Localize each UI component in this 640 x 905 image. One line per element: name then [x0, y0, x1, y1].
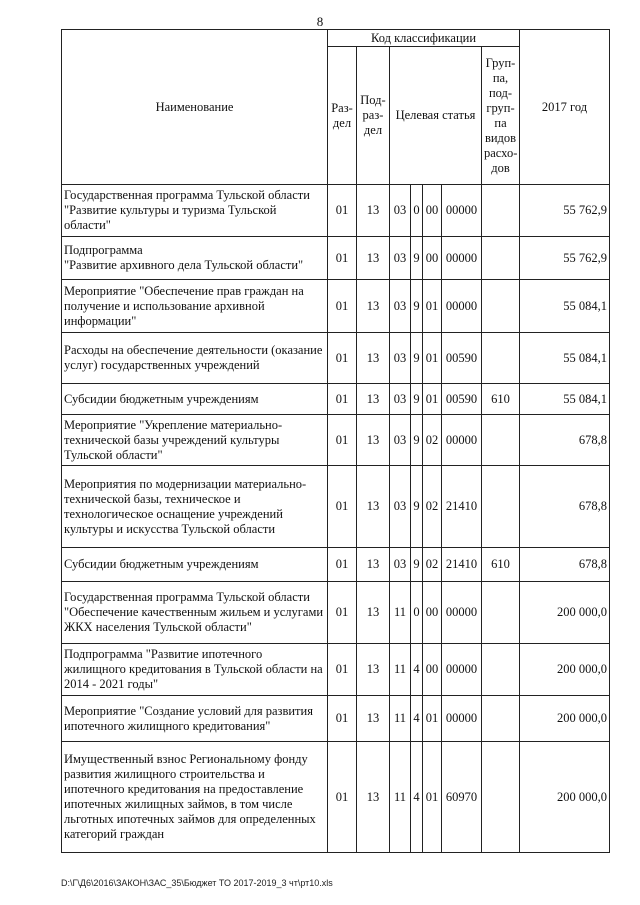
table-row — [62, 237, 610, 280]
row-target-program: 03 — [390, 280, 411, 333]
row-subsection: 13 — [357, 466, 390, 548]
row-target-program: 03 — [390, 333, 411, 384]
row-name: Имущественный взнос Региональному фонду развития жилищного строительства и ипотечного кредитования на предоставление ипотечных жилищных займов, в том числе льготных ипотечных займов для определенных категорий граждан — [62, 742, 328, 853]
row-expense-group — [482, 280, 520, 333]
row-name: Мероприятие "Укрепление материально-технической базы учреждений культуры Тульской области" — [62, 415, 328, 466]
row-target-subprogram: 4 — [411, 644, 423, 696]
row-target-direction: 00590 — [442, 384, 482, 415]
table-row — [62, 742, 610, 853]
row-subsection: 13 — [357, 582, 390, 644]
row-name: Мероприятие "Обеспечение прав граждан на получение и использование архивной информации" — [62, 280, 328, 333]
row-target-program: 03 — [390, 415, 411, 466]
row-expense-group — [482, 742, 520, 853]
header-expense-group: Груп- па, под- груп- па видов расхо- дов — [482, 47, 520, 185]
row-target-direction: 00000 — [442, 237, 482, 280]
row-target-subprogram: 9 — [411, 415, 423, 466]
row-expense-group — [482, 644, 520, 696]
row-target-subprogram: 4 — [411, 696, 423, 742]
header-target-item: Целевая статья — [390, 47, 482, 185]
row-section: 01 — [328, 237, 357, 280]
row-target-event: 01 — [423, 384, 442, 415]
row-name: Государственная программа Тульской области "Развитие культуры и туризма Тульской области" — [62, 185, 328, 237]
row-name: Субсидии бюджетным учреждениям — [62, 548, 328, 582]
row-subsection: 13 — [357, 548, 390, 582]
page-number: 8 — [316, 14, 324, 29]
row-target-direction: 00000 — [442, 696, 482, 742]
budget-table — [61, 29, 610, 853]
row-target-direction: 00000 — [442, 185, 482, 237]
row-section: 01 — [328, 582, 357, 644]
header-year: 2017 год — [520, 30, 610, 185]
row-expense-group: 610 — [482, 548, 520, 582]
header-name: Наименование — [62, 30, 328, 185]
row-target-direction: 00000 — [442, 644, 482, 696]
row-amount: 200 000,0 — [520, 742, 610, 853]
row-section: 01 — [328, 696, 357, 742]
row-target-program: 11 — [390, 644, 411, 696]
row-section: 01 — [328, 644, 357, 696]
row-name: Субсидии бюджетным учреждениям — [62, 384, 328, 415]
row-target-event: 00 — [423, 644, 442, 696]
row-subsection: 13 — [357, 333, 390, 384]
table-row — [62, 644, 610, 696]
row-amount: 200 000,0 — [520, 696, 610, 742]
table-row — [62, 696, 610, 742]
row-section: 01 — [328, 415, 357, 466]
row-expense-group — [482, 237, 520, 280]
row-target-program: 03 — [390, 237, 411, 280]
row-subsection: 13 — [357, 185, 390, 237]
row-target-subprogram: 9 — [411, 333, 423, 384]
header-section: Раз- дел — [328, 47, 357, 185]
row-name: Подпрограмма "Развитие архивного дела Тульской области" — [62, 237, 328, 280]
row-target-event: 00 — [423, 582, 442, 644]
row-expense-group — [482, 333, 520, 384]
row-subsection: 13 — [357, 280, 390, 333]
row-subsection: 13 — [357, 742, 390, 853]
row-target-direction: 00000 — [442, 280, 482, 333]
row-target-subprogram: 0 — [411, 582, 423, 644]
row-name: Государственная программа Тульской области "Обеспечение качественным жильем и услугами ЖКХ населения Тульской области" — [62, 582, 328, 644]
row-subsection: 13 — [357, 237, 390, 280]
row-name: Расходы на обеспечение деятельности (оказание услуг) государственных учреждений — [62, 333, 328, 384]
row-amount: 55 762,9 — [520, 237, 610, 280]
row-target-subprogram: 9 — [411, 280, 423, 333]
row-target-event: 01 — [423, 696, 442, 742]
row-subsection: 13 — [357, 415, 390, 466]
row-expense-group: 610 — [482, 384, 520, 415]
table-row — [62, 185, 610, 237]
row-amount: 678,8 — [520, 466, 610, 548]
row-target-event: 01 — [423, 280, 442, 333]
footer-file-path: D:\Г\Д6\2016\ЗАКОН\ЗАС_35\Бюджет ТО 2017-2019_3 чт\рт10.xls — [61, 878, 333, 888]
row-target-subprogram: 9 — [411, 548, 423, 582]
row-target-program: 11 — [390, 742, 411, 853]
row-target-subprogram: 9 — [411, 466, 423, 548]
row-name: Мероприятие "Создание условий для развития ипотечного жилищного кредитования" — [62, 696, 328, 742]
table-row — [62, 333, 610, 384]
row-amount: 678,8 — [520, 415, 610, 466]
table-row — [62, 548, 610, 582]
row-target-direction: 00590 — [442, 333, 482, 384]
row-target-event: 02 — [423, 466, 442, 548]
row-amount: 678,8 — [520, 548, 610, 582]
row-target-event: 02 — [423, 548, 442, 582]
table-row — [62, 582, 610, 644]
row-section: 01 — [328, 742, 357, 853]
row-target-program: 03 — [390, 548, 411, 582]
row-subsection: 13 — [357, 644, 390, 696]
row-amount: 200 000,0 — [520, 644, 610, 696]
row-section: 01 — [328, 280, 357, 333]
row-amount: 200 000,0 — [520, 582, 610, 644]
row-section: 01 — [328, 384, 357, 415]
row-subsection: 13 — [357, 384, 390, 415]
header-subsection: Под- раз- дел — [357, 47, 390, 185]
row-expense-group — [482, 415, 520, 466]
row-name: Мероприятия по модернизации материально-технической базы, техническое и технологическое оснащение учреждений культуры и искусства Тульской области — [62, 466, 328, 548]
row-amount: 55 084,1 — [520, 384, 610, 415]
table-row — [62, 280, 610, 333]
row-section: 01 — [328, 185, 357, 237]
row-subsection: 13 — [357, 696, 390, 742]
row-amount: 55 084,1 — [520, 333, 610, 384]
row-section: 01 — [328, 466, 357, 548]
row-target-event: 00 — [423, 185, 442, 237]
row-target-subprogram: 9 — [411, 384, 423, 415]
row-expense-group — [482, 582, 520, 644]
row-target-event: 02 — [423, 415, 442, 466]
table-row — [62, 415, 610, 466]
header-classification-code: Код классификации — [328, 30, 520, 47]
row-name: Подпрограмма "Развитие ипотечного жилищного кредитования в Тульской области на 2014 - 2021 годы" — [62, 644, 328, 696]
row-target-direction: 21410 — [442, 466, 482, 548]
row-expense-group — [482, 185, 520, 237]
table-row — [62, 466, 610, 548]
row-target-subprogram: 0 — [411, 185, 423, 237]
row-target-event: 01 — [423, 742, 442, 853]
row-target-direction: 21410 — [442, 548, 482, 582]
row-target-event: 00 — [423, 237, 442, 280]
row-expense-group — [482, 466, 520, 548]
row-amount: 55 084,1 — [520, 280, 610, 333]
row-target-program: 11 — [390, 582, 411, 644]
row-expense-group — [482, 696, 520, 742]
table-row — [62, 384, 610, 415]
row-target-direction: 00000 — [442, 415, 482, 466]
row-target-direction: 00000 — [442, 582, 482, 644]
row-amount: 55 762,9 — [520, 185, 610, 237]
row-target-program: 03 — [390, 466, 411, 548]
row-target-direction: 60970 — [442, 742, 482, 853]
row-target-event: 01 — [423, 333, 442, 384]
row-target-program: 11 — [390, 696, 411, 742]
row-target-program: 03 — [390, 185, 411, 237]
row-section: 01 — [328, 333, 357, 384]
row-target-subprogram: 4 — [411, 742, 423, 853]
row-target-subprogram: 9 — [411, 237, 423, 280]
row-section: 01 — [328, 548, 357, 582]
row-target-program: 03 — [390, 384, 411, 415]
